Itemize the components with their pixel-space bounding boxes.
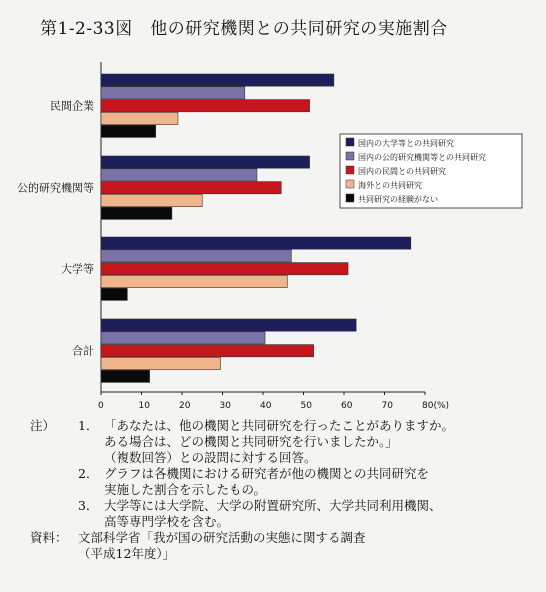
legend-label: 海外との共同研究 — [358, 181, 422, 190]
chart-title: 第1-2-33図 他の研究機関との共同研究の実施割合 — [40, 19, 448, 39]
x-tick-label: 10 — [138, 401, 150, 410]
bar — [101, 74, 334, 86]
bar — [101, 263, 348, 275]
source-line: （平成12年度）」 — [78, 546, 176, 561]
note-number: 2． — [78, 466, 99, 481]
note-line: 「あなたは、他の機関と共同研究を行ったことがありますか。 — [104, 418, 455, 433]
bar — [101, 288, 127, 300]
note-3 — [30, 498, 540, 530]
note-2 — [30, 466, 540, 498]
bar — [101, 194, 202, 206]
note-line: 大学等には大学院、大学の附置研究所、大学共同利用機関、 — [104, 498, 442, 513]
source-line: 文部科学省「我が国の研究活動の実態に関する調査 — [78, 530, 366, 545]
x-tick-label: 80(%) — [422, 401, 450, 410]
legend-swatch — [346, 138, 354, 146]
source — [30, 530, 540, 562]
x-tick-label: 70 — [381, 401, 393, 410]
x-tick-label: 50 — [300, 401, 312, 410]
category-label: 大学等 — [61, 262, 94, 276]
bar — [101, 357, 220, 369]
notes-head: 注） — [30, 418, 56, 433]
source-head: 資料： — [30, 530, 68, 545]
note-1 — [30, 418, 540, 466]
x-tick-label: 60 — [341, 401, 353, 410]
legend-swatch — [346, 152, 354, 160]
bar — [101, 112, 178, 124]
x-tick-label: 20 — [179, 401, 191, 410]
bar — [101, 87, 245, 99]
bar — [101, 182, 281, 194]
bar — [101, 319, 356, 331]
bar — [101, 125, 156, 137]
legend-label: 国内の民間との共同研究 — [358, 167, 446, 176]
bar — [101, 207, 172, 219]
notes — [30, 418, 540, 562]
note-line: 実施した割合を示したもの。 — [104, 482, 267, 497]
bar — [101, 169, 257, 181]
bar — [101, 100, 310, 112]
legend-label: 共同研究の経験がない — [358, 195, 438, 204]
category-label: 公的研究機関等 — [17, 181, 94, 195]
bar — [101, 237, 411, 249]
bar — [101, 345, 314, 357]
x-tick-label: 0 — [98, 401, 104, 410]
bar — [101, 156, 310, 168]
note-line: グラフは各機関における研究者が他の機関との共同研究を — [104, 466, 430, 481]
note-number: 3． — [78, 498, 99, 513]
note-number: 1． — [78, 418, 99, 433]
legend-label: 国内の公的研究機関等との共同研究 — [358, 153, 486, 162]
legend-label: 国内の大学等との共同研究 — [358, 139, 454, 148]
note-line: （複数回答）との設問に対する回答。 — [104, 450, 317, 465]
bar — [101, 275, 287, 287]
bar — [101, 332, 265, 344]
x-tick-label: 40 — [260, 401, 272, 410]
bar — [101, 370, 150, 382]
category-label: 民間企業 — [50, 99, 94, 113]
bar — [101, 250, 291, 262]
category-label: 合計 — [72, 344, 94, 358]
legend-swatch — [346, 194, 354, 202]
legend-swatch — [346, 180, 354, 188]
legend-swatch — [346, 166, 354, 174]
note-line: 高等専門学校を含む。 — [104, 514, 230, 529]
note-line: ある場合は、どの機関と共同研究を行いましたか。」 — [104, 434, 398, 449]
x-tick-label: 30 — [219, 401, 231, 410]
